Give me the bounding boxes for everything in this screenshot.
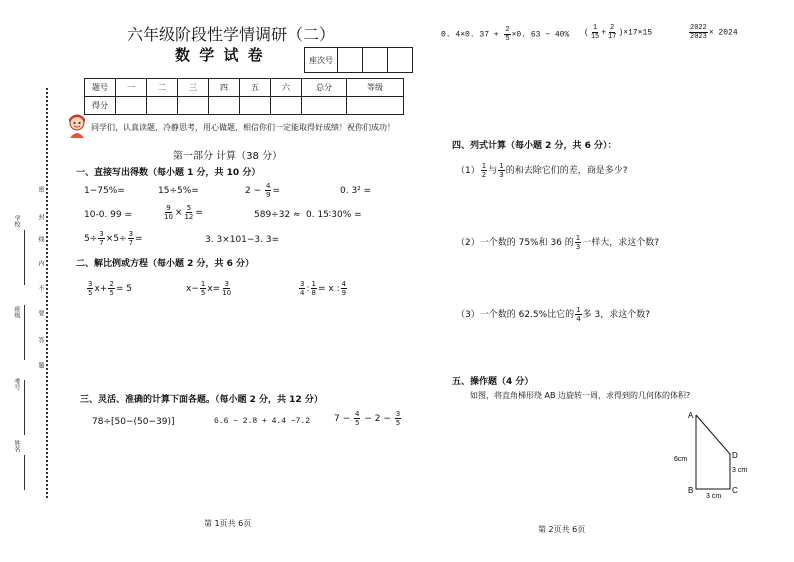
score-header-cell: 五 <box>240 79 271 97</box>
id-underline <box>24 380 25 435</box>
denominator: 10 <box>222 289 232 297</box>
score-cell[interactable] <box>147 97 178 115</box>
denominator: 5 <box>200 289 206 297</box>
s3-item-1: 78÷[50−(50−39)] <box>92 417 175 427</box>
denominator: 5 <box>109 289 114 297</box>
fraction <box>607 24 617 41</box>
fraction <box>98 230 104 247</box>
denominator: 9 <box>266 191 271 199</box>
exam-title: 六年级阶段性学情调研（二） <box>127 25 336 44</box>
score-cell[interactable] <box>240 97 271 115</box>
denominator: 5 <box>395 419 401 427</box>
fraction <box>311 280 317 297</box>
denominator: 5 <box>505 35 510 43</box>
fraction <box>183 204 194 221</box>
part-one-title: 第一部分 计算（38 分） <box>173 151 283 162</box>
s3-item-2: 6.6 − 2.8 + 4.4 −7.2 <box>214 417 311 426</box>
section-two-title: 二、解比例或方程（每小题 2 分，共 6 分） <box>76 259 255 269</box>
score-header-cell: 六 <box>271 79 302 97</box>
score-header-cell: 一 <box>116 79 147 97</box>
numerator: 9 <box>166 204 171 212</box>
warning-char: 答 <box>37 337 44 343</box>
greeting-text: 同学们，认真读题，冷静思考，用心做题，相信你们一定能取得好成绩！祝你们成功！ <box>91 123 395 132</box>
s2-item-2 <box>186 280 233 297</box>
section-one-title: 一、直接写出得数（每小题 1 分，共 10 分） <box>76 168 261 178</box>
fraction <box>575 306 581 323</box>
fraction <box>299 280 305 297</box>
fraction <box>689 24 708 41</box>
fraction <box>354 410 360 427</box>
s1-item-7: 589÷32 ≈ <box>254 210 301 220</box>
fraction <box>128 230 134 247</box>
s4-question-2 <box>456 234 659 251</box>
fraction <box>481 162 487 179</box>
numerator: 3 <box>99 230 104 238</box>
numerator: 3 <box>300 280 305 288</box>
numerator: 1 <box>311 280 316 288</box>
fraction <box>200 280 206 297</box>
class-underline <box>24 305 25 360</box>
numerator: 4 <box>341 280 347 288</box>
denominator: 2 <box>481 171 487 179</box>
score-table <box>84 78 404 115</box>
s1-item-2: 15÷5%= <box>158 186 199 196</box>
vertex-a: A <box>688 411 694 420</box>
warning-char: 密 <box>37 186 44 192</box>
binding-dotted-line <box>46 88 48 498</box>
name-underline <box>24 455 25 490</box>
numerator: 3 <box>88 280 93 288</box>
school-underline <box>24 230 25 285</box>
s2-item-2-lead: x− <box>186 284 199 294</box>
numerator: 4 <box>266 182 271 190</box>
denominator: 8 <box>311 289 316 297</box>
denominator: 3 <box>499 171 504 179</box>
section-four-title: 四、列式计算（每小题 2 分，共 6 分）： <box>452 141 617 151</box>
q1-connector: 与 <box>488 166 498 176</box>
seat-cell[interactable] <box>388 48 413 73</box>
trapezoid-outline <box>696 415 730 489</box>
p2-top-1-lead: 0. 4×0. 37 + <box>441 30 504 40</box>
cartoon-student-icon <box>66 114 88 138</box>
s2-item-1-mid: x+ <box>94 284 108 294</box>
s1-item-6: $\frac{9}{10}$ × $\frac{5}{12}$ = <box>164 204 203 221</box>
left-length-label: 6cm <box>674 456 688 463</box>
score-header-row <box>85 79 404 97</box>
p2-top-3-tail: × 2024 <box>708 28 738 38</box>
vertex-d: D <box>732 451 738 460</box>
q2-lead: （2）一个数的 75%和 36 的 <box>456 238 574 248</box>
warning-char: 题 <box>37 362 44 368</box>
score-header-cell: 等级 <box>347 79 404 97</box>
q2-tail: 一样大，求这个数? <box>582 238 660 248</box>
denominator: 4 <box>300 289 305 297</box>
s2-item-1 <box>86 280 132 297</box>
s2-item-2-mid: x= <box>207 284 221 294</box>
vertex-b: B <box>688 486 694 495</box>
score-header-cell: 题号 <box>85 79 116 97</box>
numerator: 4 <box>355 410 360 418</box>
numerator: 3 <box>224 280 229 288</box>
seat-label: 座次号 <box>305 48 338 73</box>
s1-item-3: 2 − $\frac{4}{9}$ = <box>245 182 281 199</box>
denominator: 9 <box>341 289 347 297</box>
q3-lead: （3）一个数的 62.5%比它的 <box>456 310 575 320</box>
numerator: 2 <box>610 24 615 32</box>
binding-label-id: 考号 <box>13 378 20 390</box>
denominator: 12 <box>184 213 194 221</box>
page-two-footer: 第 2页共 6页 <box>538 525 586 534</box>
q3-tail: 多 3，求这个数? <box>582 310 651 320</box>
warning-char: 要 <box>37 310 44 316</box>
s1-item-5: 10-0. 99 = <box>84 210 133 220</box>
fraction <box>575 234 581 251</box>
numerator: 1 <box>576 306 581 314</box>
s2-item-3 <box>298 280 348 297</box>
fraction <box>265 182 271 199</box>
bottom-length-label: 3 cm <box>706 493 722 500</box>
q1-number: （1） <box>456 166 480 176</box>
denominator: 3 <box>575 243 581 251</box>
denominator: 17 <box>608 33 617 41</box>
score-cell[interactable] <box>302 97 347 115</box>
score-header-cell: 总分 <box>302 79 347 97</box>
s4-question-1 <box>456 162 627 179</box>
denominator: 2023 <box>690 33 707 41</box>
s3-item-3-lead: 7 − <box>334 414 353 424</box>
score-header-cell: 四 <box>209 79 240 97</box>
numerator: 3 <box>395 410 401 418</box>
page-one-footer: 第 1页共 6页 <box>204 519 252 528</box>
numerator: 2022 <box>690 24 707 32</box>
denominator: 7 <box>128 239 134 247</box>
denominator: 5 <box>88 289 93 297</box>
numerator: 1 <box>200 280 206 288</box>
s4-question-3 <box>456 306 650 323</box>
score-cell[interactable] <box>209 97 240 115</box>
denominator: 4 <box>576 315 581 323</box>
s3-item-3-mid: − 2 − <box>361 414 394 424</box>
denominator: 5 <box>355 419 360 427</box>
fraction <box>590 24 600 41</box>
s1-item-4: 0. 3² = <box>340 186 372 196</box>
binding-label-name: 姓名 <box>13 440 20 452</box>
section-five-text: 如图，将直角梯形绕 AB 边旋转一周，求得到的几何体的体积? <box>470 391 691 400</box>
q1-text: 的和去除它们的差，商是多少? <box>505 166 628 176</box>
s2-item-3-mid: = x : <box>317 284 340 294</box>
fraction <box>504 26 510 43</box>
warning-char: 内 <box>37 260 44 266</box>
numerator: 1 <box>575 234 581 242</box>
binding-label-school: 学校 <box>13 215 20 227</box>
s1-item-9: 5÷ $\frac{3}{7}$ ×5÷ $\frac{3}{7}$ = <box>84 230 143 247</box>
numerator: 1 <box>481 162 487 170</box>
section-five-title: 五、操作题（4 分） <box>452 377 534 387</box>
binding-label-class: 班级 <box>13 306 20 318</box>
fraction <box>163 204 174 221</box>
s2-item-3-colon: : <box>306 284 310 294</box>
score-cell[interactable] <box>178 97 209 115</box>
denominator: 10 <box>164 213 173 221</box>
fraction <box>498 162 504 179</box>
p2-top-1-tail: ×0. 63 − 40% <box>511 30 570 40</box>
score-cell[interactable] <box>271 97 302 115</box>
fraction <box>87 280 93 297</box>
p2-top-expr-1 <box>441 26 569 43</box>
numerator: 1 <box>499 162 504 170</box>
p2-top-expr-2: ( $\frac{1}{15}$ + $\frac{2}{17}$ )×17×15 <box>584 24 653 41</box>
trapezoid-figure <box>670 405 760 501</box>
right-length-label: 3 cm <box>732 467 748 474</box>
p2-top-expr-3 <box>688 24 738 41</box>
s1-item-3-lead: 2 − <box>245 186 264 196</box>
s2-item-1-tail: = 5 <box>115 284 132 294</box>
fraction <box>221 280 232 297</box>
fraction <box>395 410 401 427</box>
denominator: 15 <box>590 33 600 41</box>
s1-item-10: 3. 3×101−3. 3= <box>205 235 280 245</box>
section-three-title: 三、灵活、准确的计算下面各题。（每小题 2 分，共 12 分） <box>80 395 323 405</box>
score-row <box>85 97 404 115</box>
exam-subtitle: 数 学 试 卷 <box>175 46 265 64</box>
numerator: 1 <box>592 24 598 32</box>
vertex-c: C <box>732 486 738 495</box>
seat-cell[interactable] <box>338 48 363 73</box>
score-row-label: 得分 <box>85 97 116 115</box>
numerator: 5 <box>186 204 192 212</box>
fraction <box>108 280 114 297</box>
warning-char: 封 <box>37 214 44 220</box>
score-header-cell: 三 <box>178 79 209 97</box>
p2-top-2-tail: ×17×15 <box>623 28 653 38</box>
score-cell[interactable] <box>347 97 404 115</box>
numerator: 2 <box>109 280 114 288</box>
numerator: 2 <box>505 26 510 34</box>
s1-item-1: 1−75%= <box>84 186 125 196</box>
score-header-cell: 二 <box>147 79 178 97</box>
score-cell[interactable] <box>116 97 147 115</box>
warning-char: 不 <box>37 285 44 291</box>
seat-number-box <box>304 47 413 73</box>
warning-char: 线 <box>37 236 44 242</box>
seat-cell[interactable] <box>363 48 388 73</box>
s1-item-8: 0. 15∶30% = <box>306 210 362 220</box>
numerator: 3 <box>128 230 134 238</box>
denominator: 7 <box>99 239 104 247</box>
s3-item-3 <box>334 410 402 427</box>
fraction <box>341 280 347 297</box>
